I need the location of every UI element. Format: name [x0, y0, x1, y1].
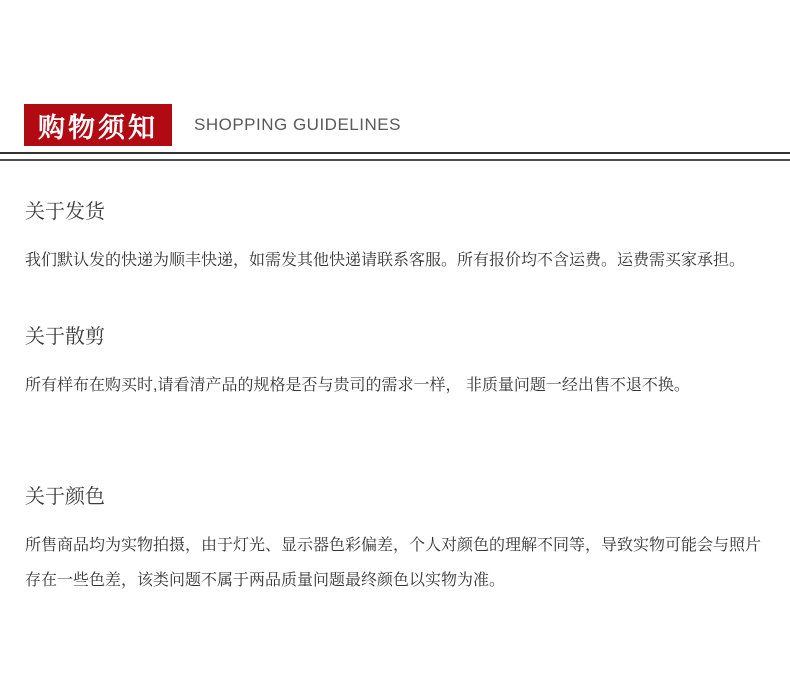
- section-shipping-body: 我们默认发的快递为顺丰快递，如需发其他快递请联系客服。所有报价均不含运费。运费需买家承担。: [25, 252, 746, 269]
- section-color-body: 所售商品均为实物拍摄，由于灯光、显示器色彩偏差，个人对颜色的理解不同等，导致实物可能会与照片存在一些色差，该类问题不属于两品质量问题最终颜色以实物为准。: [25, 537, 762, 589]
- section-cut-samples-body: 所有样布在购买时,请看清产品的规格是否与贵司的需求一样， 非质量问题一经出售不退不换。: [25, 377, 690, 394]
- section-color: [25, 483, 770, 598]
- section-shipping: [25, 198, 770, 278]
- section-cut-samples: [25, 323, 770, 403]
- guidelines-content: [0, 198, 790, 598]
- section-shipping-title: 关于发货: [25, 201, 105, 223]
- section-color-title: 关于颜色: [25, 486, 105, 508]
- shopping-guidelines-subtitle: SHOPPING GUIDELINES: [194, 115, 401, 134]
- double-rule-separator: [0, 152, 790, 161]
- separator-line-bottom: [0, 159, 790, 161]
- page-header: [24, 0, 790, 146]
- section-cut-samples-title: 关于散剪: [25, 326, 105, 348]
- shopping-guidelines-badge: 购物须知: [24, 104, 172, 146]
